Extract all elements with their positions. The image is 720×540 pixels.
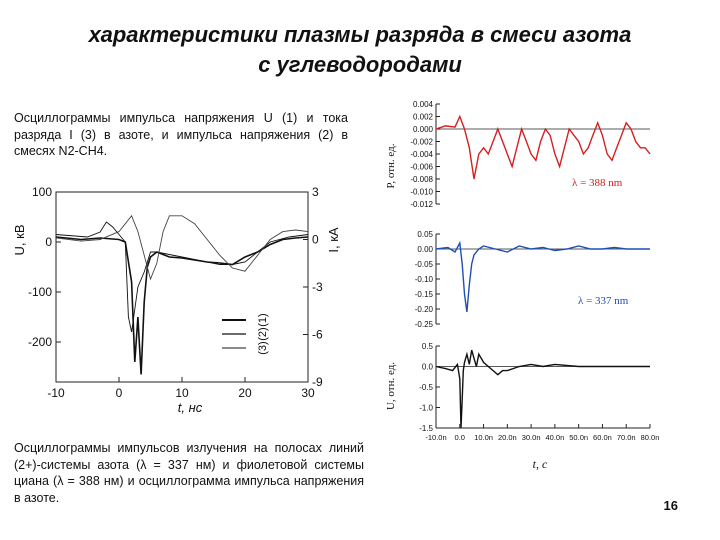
panel-ylabel-voltage: U, отн. ед. [385, 361, 397, 411]
panel-y-tick-label: -0.05 [414, 260, 433, 269]
panel-x-tick-label: 70.0n [616, 433, 636, 442]
panel-y-tick-label: 0.0 [421, 362, 433, 372]
y-left-tick-label: 100 [31, 185, 52, 199]
panel-y-tick-label: 0.5 [421, 342, 433, 351]
panel-y-tick-label: 0.00 [417, 245, 433, 254]
panel-y-tick-label: -0.006 [410, 162, 433, 172]
voltage-current-chart [10, 180, 346, 420]
y-left-tick-label: -200 [27, 335, 52, 349]
x-tick-label: 20 [238, 386, 252, 400]
caption-emission: Осциллограммы импульсов излучения на полосах линий (2+)-системы азота (λ = 337 нм) и фиолетовой системы циана (λ = 388 нм) и осциллограмма импульса напряжения в азоте. [14, 441, 364, 505]
x-tick-label: 10 [175, 386, 189, 400]
panel-y-tick-label: -0.20 [414, 305, 433, 314]
panel-annotation: λ = 388 nm [572, 177, 623, 189]
panel-x-tick-label: 20.0n [497, 433, 517, 442]
panel-x-tick-label: 60.0n [593, 433, 612, 442]
panel-y-tick-label: -1.0 [419, 403, 433, 413]
y-right-tick-label: 3 [312, 185, 319, 199]
panel-y-tick-label: -0.012 [410, 200, 433, 209]
panel-y-tick-label: -0.25 [414, 320, 433, 329]
y-right-tick-label: 0 [312, 232, 319, 247]
y-right-tick-label: -6 [312, 327, 323, 342]
emission-oscillograms-panel [382, 96, 670, 472]
page-number: 16 [663, 498, 678, 513]
legend-label-1: (1) [257, 313, 269, 327]
panel-x-tick-label: 10.0n [474, 433, 493, 442]
panel-x-tick-label: 30.0n [521, 433, 541, 442]
panel-x-tick-label: 80.0n [640, 433, 660, 442]
y-right-tick-label: -9 [312, 375, 323, 389]
x-tick-label: 0 [115, 386, 123, 400]
caption-voltage-current: Осциллограммы импульса напряжения U (1) и тока разряда I (3) в азоте, и импульса напряжения (2) в смесях N2-CH4. [14, 111, 348, 158]
panel-x-tick-label: -10.0n [425, 433, 447, 442]
chart-left-xlabel: t, нс [177, 400, 203, 415]
panel-y-tick-label: -1.5 [419, 424, 433, 433]
panel-y-tick-label: -0.5 [419, 383, 433, 392]
panel-ylabel-power: P, отн. ед. [385, 143, 397, 189]
panel-y-tick-label: 0.002 [412, 112, 433, 122]
panel-annotation: λ = 337 nm [578, 295, 629, 307]
legend-label-3: (3) [257, 341, 269, 355]
panel-y-tick-label: -0.002 [410, 137, 433, 147]
panel-y-tick-label: 0.000 [412, 125, 433, 134]
panel-y-tick-label: -0.004 [410, 150, 433, 159]
legend-label-2: (2) [257, 327, 269, 341]
panel-y-tick-label: -0.15 [414, 290, 433, 299]
panel-y-tick-label: 0.004 [412, 100, 433, 109]
y-left-tick-label: 0 [45, 235, 52, 249]
y-right-tick-label: -3 [312, 280, 323, 294]
panel-y-tick-label: -0.008 [410, 175, 433, 184]
panel-y-tick-label: -0.10 [414, 275, 433, 284]
chart-left-ylabel-right: I, кА [326, 227, 341, 253]
chart-left-ylabel-left: U, кВ [12, 224, 27, 256]
x-tick-label: -10 [47, 386, 65, 400]
panel-y-tick-label: -0.010 [410, 187, 433, 197]
panel-x-tick-label: 0.0 [454, 433, 465, 442]
x-tick-label: 30 [301, 386, 315, 400]
slide-title-line1: характеристики плазмы разряда в смеси азота [88, 22, 632, 47]
slide-title-line2: с углеводородами [258, 52, 462, 77]
panel-xlabel: t, с [532, 457, 548, 471]
panel-x-tick-label: 40.0n [545, 433, 565, 442]
slide-title [0, 20, 720, 80]
y-left-tick-label: -100 [27, 285, 52, 299]
panel-x-tick-label: 50.0n [569, 433, 589, 442]
panel-y-tick-label: 0.05 [417, 230, 433, 239]
